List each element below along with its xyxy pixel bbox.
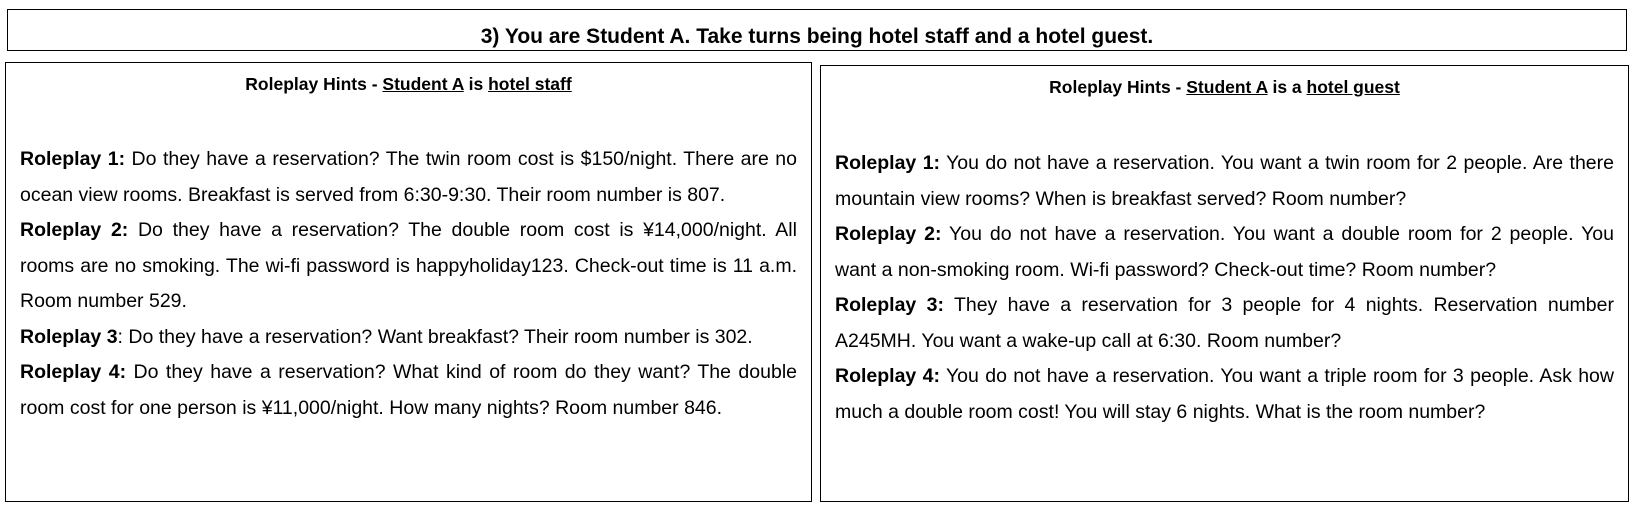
roleplay-label: Roleplay 2:	[835, 223, 942, 245]
roleplay-text: They have a reservation for 3 people for 4 nights. Reservation number A245MH. You want a wake-up call at 6:30. Room number?	[835, 294, 1614, 352]
roleplay-label: Roleplay 3	[20, 325, 118, 348]
roleplay-item	[835, 146, 1614, 217]
guest-panel-heading	[821, 77, 1628, 98]
roleplay-text: You do not have a reservation. You want a twin room for 2 people. Are there mountain view rooms? When is breakfast served? Room number?	[835, 152, 1614, 210]
roleplay-item	[20, 142, 797, 213]
guest-panel-body	[835, 146, 1614, 430]
roleplay-item	[835, 288, 1614, 359]
roleplay-label: Roleplay 3:	[835, 294, 944, 316]
heading-prefix: Roleplay Hints -	[1049, 77, 1187, 97]
page-title: 3) You are Student A. Take turns being hotel staff and a hotel guest.	[480, 25, 1154, 48]
staff-panel-body	[20, 142, 797, 426]
heading-role: hotel guest	[1306, 77, 1400, 97]
roleplay-text: You do not have a reservation. You want a double room for 2 people. You want a non-smoking room. Wi-fi password? Check-out time? Room number?	[835, 223, 1614, 281]
roleplay-label: Roleplay 2:	[20, 219, 129, 241]
heading-middle: is	[463, 74, 489, 94]
roleplay-label: Roleplay 4:	[835, 365, 940, 387]
roleplay-label: Roleplay 4:	[20, 361, 127, 383]
heading-prefix: Roleplay Hints -	[245, 74, 383, 94]
roleplay-item	[20, 320, 797, 356]
heading-role: hotel staff	[488, 74, 572, 94]
roleplay-item	[20, 355, 797, 426]
roleplay-label: Roleplay 1:	[835, 152, 941, 174]
roleplay-text: Do they have a reservation? The twin room cost is $150/night. There are no ocean view rooms. Breakfast is served from 6:30-9:30. Their room number is 807.	[20, 148, 797, 206]
roleplay-item	[20, 213, 797, 320]
roleplay-text: : Do they have a reservation? Want breakfast? Their room number is 302.	[117, 325, 753, 348]
roleplay-item	[835, 359, 1614, 430]
staff-panel-heading	[6, 74, 811, 95]
heading-middle: is a	[1267, 77, 1307, 97]
roleplay-item	[835, 217, 1614, 288]
heading-student: Student A	[382, 74, 464, 94]
heading-student: Student A	[1186, 77, 1268, 97]
roleplay-label: Roleplay 1:	[20, 148, 126, 170]
roleplay-text: Do they have a reservation? The double room cost is ¥14,000/night. All rooms are no smoking. The wi-fi password is happyholiday123. Check-out time is 11 a.m. Room number 529.	[20, 219, 797, 312]
guest-hints-panel	[820, 65, 1629, 502]
title-box	[7, 9, 1627, 51]
roleplay-text: Do they have a reservation? What kind of room do they want? The double room cost for one person is ¥11,000/night. How many nights? Room number 846.	[20, 361, 797, 419]
roleplay-text: You do not have a reservation. You want a triple room for 3 people. Ask how much a double room cost! You will stay 6 nights. What is the room number?	[835, 365, 1614, 423]
staff-hints-panel	[5, 62, 812, 502]
